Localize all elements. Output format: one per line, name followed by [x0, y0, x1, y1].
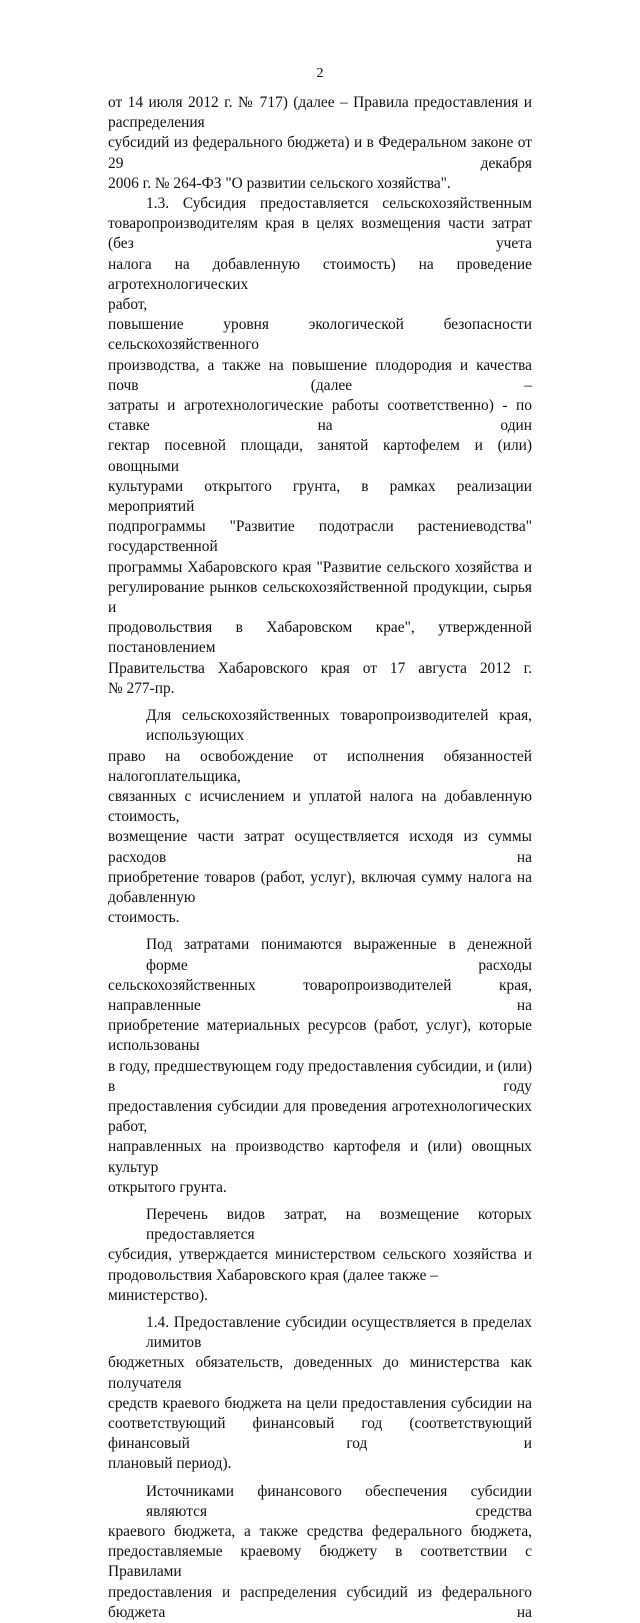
text-line: программы Хабаровского края "Развитие сельского хозяйства и [108, 558, 532, 576]
text-line: № 277-пр. [108, 679, 175, 697]
text-line: приобретение товаров (работ, услуг), включая сумму налога на добавленную [108, 868, 532, 906]
text-line: направленных на производство картофеля и (или) овощных культур [108, 1138, 532, 1176]
text-line: Источниками финансового обеспечения субсидии являются средства [146, 1482, 532, 1520]
text-line: гектар посевной площади, занятой картофелем и (или) овощными [108, 437, 532, 475]
text-line: стоимость. [108, 909, 180, 927]
text-line: товаропроизводителям края в целях возмещения части затрат (без учета [108, 215, 532, 253]
text-line: работ, [108, 296, 148, 314]
text-line: краевого бюджета, а также средства федерального бюджета, [108, 1523, 532, 1541]
text-line: культурами открытого грунта, в рамках реализации мероприятий [108, 477, 532, 516]
text-line: затраты и агротехнологические работы соответственно) - по ставке на один [108, 397, 532, 435]
text-line: возмещение части затрат осуществляется исходя из суммы расходов на [108, 828, 532, 866]
text-line: субсидий из федерального бюджета) и в Федеральном законе от 29 декабря [108, 134, 532, 172]
text-line: плановый период). [108, 1455, 232, 1473]
text-line: субсидия, утверждается министерством сельского хозяйства и [108, 1246, 532, 1264]
text-line: открытого грунта. [108, 1178, 227, 1196]
text-line: средств краевого бюджета на цели предоставления субсидии на [108, 1394, 532, 1412]
text-line: Правительства Хабаровского края от 17 августа 2012 г. [108, 659, 532, 677]
text-line: связанных с исчислением и уплатой налога на добавленную стоимость, [108, 787, 532, 826]
text-line: предоставляемые краевому бюджету в соответствии с Правилами [108, 1543, 532, 1581]
text-line: 1.3. Субсидия предоставляется сельскохозяйственным [146, 195, 532, 213]
document-body [108, 93, 532, 1623]
text-line: предоставления субсидии для проведения агротехнологических работ, [108, 1097, 532, 1136]
text-line: сельскохозяйственных товаропроизводителей края, направленные на [108, 976, 532, 1014]
text-line: регулирование рынков сельскохозяйственной продукции, сырья и [108, 578, 532, 617]
text-line: подпрограммы "Развитие подотрасли растениеводства" государственной [108, 518, 532, 556]
text-line: Перечень видов затрат, на возмещение которых предоставляется [146, 1205, 532, 1244]
text-line: 2006 г. № 264-ФЗ "О развитии сельского хозяйства". [108, 174, 451, 192]
text-line: Под затратами понимаются выраженные в денежной форме расходы [146, 936, 532, 974]
text-line: соответствующий финансовый год (соответствующий финансовый год и [108, 1415, 532, 1453]
text-line: от 14 июля 2012 г. № 717) (далее – Правила предоставления и распределения [108, 94, 532, 132]
text-line: налога на добавленную стоимость) на проведение агротехнологических [108, 255, 532, 293]
text-line: продовольствия Хабаровского края (далее также – министерство). [108, 1266, 438, 1304]
text-line: производства, а также на повышение плодородия и качества почв (далее – [108, 356, 532, 394]
text-line: предоставления и распределения субсидий из федерального бюджета на [108, 1583, 532, 1621]
text-line: 1.4. Предоставление субсидии осуществляется в пределах лимитов [146, 1313, 532, 1352]
text-line: Для сельскохозяйственных товаропроизводителей края, использующих [146, 707, 532, 745]
text-line: повышение уровня экологической безопасности сельскохозяйственного [108, 316, 532, 354]
text-line: продовольствия в Хабаровском крае", утвержденной постановлением [108, 619, 532, 657]
page-number: 2 [316, 66, 324, 81]
text-line: бюджетных обязательств, доведенных до министерства как получателя [108, 1354, 532, 1392]
text-line: право на освобождение от исполнения обязанностей налогоплательщика, [108, 747, 532, 785]
text-line: приобретение материальных ресурсов (работ, услуг), которые использованы [108, 1017, 532, 1055]
text-line: в году, предшествующем году предоставления субсидии, и (или) в году [108, 1057, 532, 1095]
